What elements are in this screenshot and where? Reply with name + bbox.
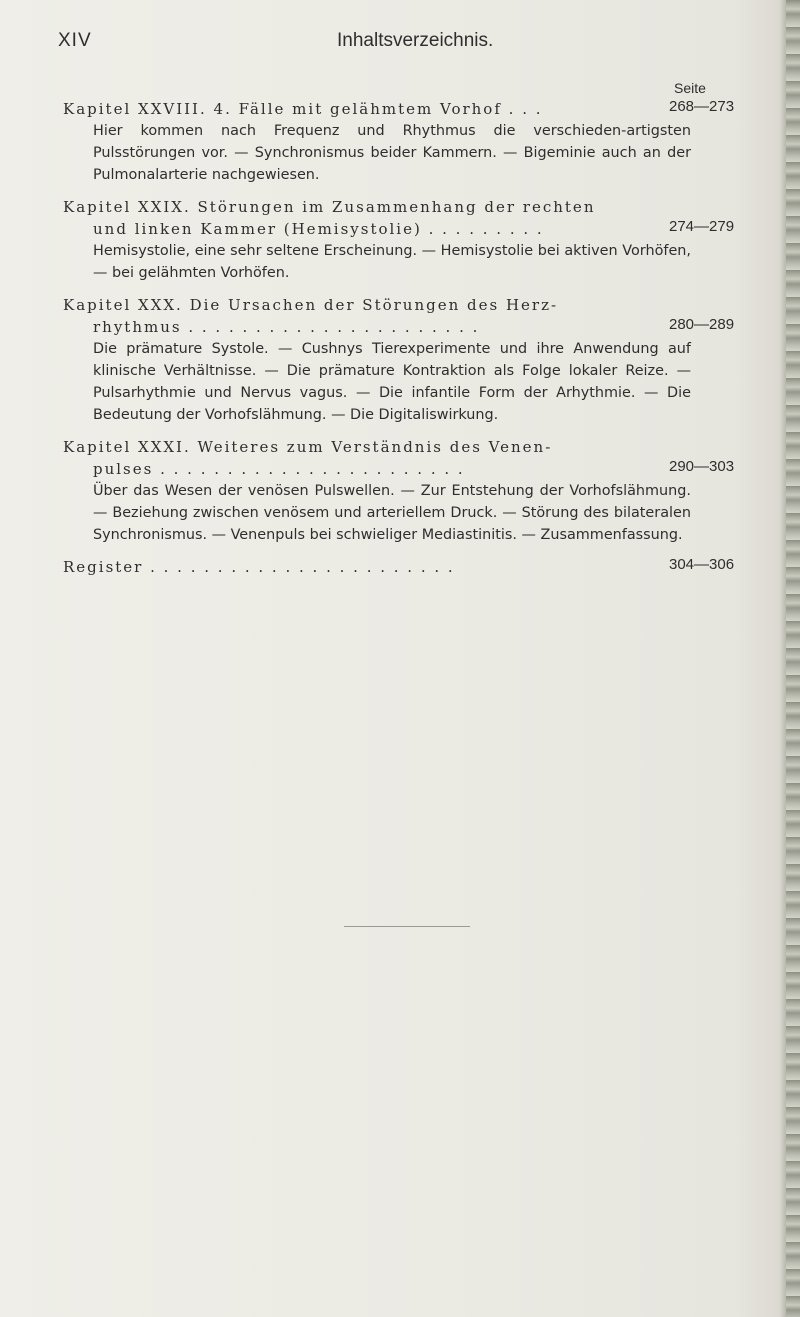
entry-description: Hier kommen nach Frequenz und Rhythmus die verschieden-artigsten Pulsstörungen vor. — Synchronismus beider Kammern. — Bigeminie auch an der Pulmonalarterie nachgewiesen. xyxy=(93,123,691,183)
entry-heading: Kapitel XXX. Die Ursachen der Störungen des Herz- xyxy=(63,296,559,314)
entry-pages: 274—279 xyxy=(669,218,735,235)
toc-entry-register xyxy=(63,556,736,578)
toc-entry-xxx xyxy=(63,294,736,426)
entry-heading-continuation: und linken Kammer (Hemisystolie) . . . . . . . . . xyxy=(93,220,544,238)
entry-pages: 304—306 xyxy=(669,556,735,573)
entry-heading: Kapitel XXVIII. 4. Fälle mit gelähmtem Vorhof . . . xyxy=(63,100,543,118)
page-title: Inhaltsverzeichnis. xyxy=(337,30,494,51)
page-number: XIV xyxy=(58,30,92,51)
entry-description: Die prämature Systole. — Cushnys Tierexperimente und ihre Anwendung auf klinische Verhältnisse. — Die prämature Kontraktion als Folge lokaler Reize. — Pulsarhythmie und Nervus vagus. — Die infantile Form der Arhythmie. — Die Bedeutung der Vorhofslähmung. — Die Digitaliswirkung. xyxy=(93,341,691,423)
page-edge xyxy=(786,0,800,1317)
entry-pages: 280—289 xyxy=(669,316,735,333)
entry-heading: Kapitel XXIX. Störungen im Zusammenhang der rechten xyxy=(63,198,596,216)
entry-pages: 268—273 xyxy=(669,98,735,115)
entry-heading-continuation: pulses . . . . . . . . . . . . . . . . . . . . . . . xyxy=(93,460,465,478)
entry-heading: Register . . . . . . . . . . . . . . . . . . . . . . . xyxy=(63,558,455,576)
entry-description: Hemisystolie, eine sehr seltene Erscheinung. — Hemisystolie bei aktiven Vorhöfen, — bei gelähmten Vorhöfen. xyxy=(93,243,691,281)
toc-entry-xxviii xyxy=(63,98,736,186)
table-of-contents xyxy=(63,98,736,588)
entry-pages: 290—303 xyxy=(669,458,735,475)
toc-entry-xxix xyxy=(63,196,736,284)
entry-heading: Kapitel XXXI. Weiteres zum Verständnis des Venen- xyxy=(63,438,553,456)
toc-entry-xxxi xyxy=(63,436,736,546)
pages-column-label: Seite xyxy=(674,80,706,96)
entry-heading-continuation: rhythmus . . . . . . . . . . . . . . . . . . . . . . xyxy=(93,318,480,336)
closing-rule xyxy=(344,926,470,927)
entry-description: Über das Wesen der venösen Pulswellen. — Zur Entstehung der Vorhofslähmung. — Beziehung zwischen venösem und arteriellem Druck. — Störung des bilateralen Synchronismus. — Venenpuls bei schwieliger Mediastinitis. — Zusammenfassung. xyxy=(93,483,691,543)
